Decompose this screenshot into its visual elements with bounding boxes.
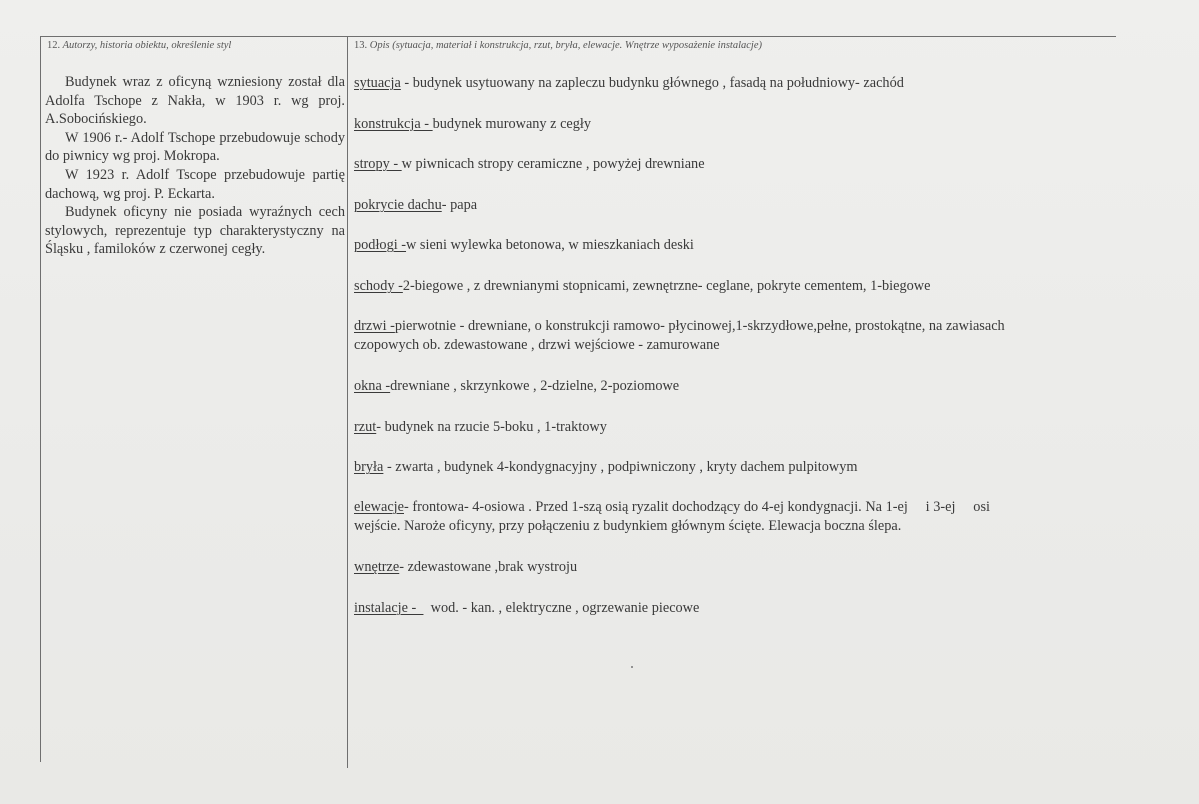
entry-text: wod. - kan. , elektryczne , ogrzewanie piecowe	[423, 600, 700, 616]
entry-sytuacja	[354, 74, 1120, 93]
entry-podlogi	[354, 236, 1120, 255]
entry-instalacje	[354, 599, 1120, 618]
history-text-block	[45, 73, 345, 259]
entry-text-continued: czopowych ob. zdewastowane , drzwi wejściowe - zamurowane	[354, 337, 720, 353]
history-paragraph: Budynek oficyny nie posiada wyraźnych cech stylowych, reprezentuje typ charakterystyczny na Śląsku , familoków z czerwonej cegły.	[45, 204, 345, 258]
entry-label: schody -	[354, 278, 403, 294]
column-divider	[347, 36, 348, 768]
entry-text: - budynek na rzucie 5-boku , 1-traktowy	[376, 419, 607, 435]
entry-label: instalacje -	[354, 600, 424, 616]
entry-text: - frontowa- 4-osiowa . Przed 1-szą osią ryzalit dochodzący do 4-ej kondygnacji. Na 1-ej i 3-ej osi	[404, 499, 990, 515]
entry-label: drzwi -	[354, 318, 395, 334]
entry-schody	[354, 277, 1120, 296]
entry-label: bryła	[354, 459, 384, 475]
entry-drzwi	[354, 317, 1120, 355]
history-paragraph: Budynek wraz z oficyną wzniesiony został dla Adolfa Tschope z Nakła, w 1903 r. wg proj. A.Sobocińskiego.	[45, 74, 345, 128]
history-paragraph: W 1906 r.- Adolf Tschope przebudowuje schody do piwnicy wg proj. Mokropa.	[45, 129, 345, 165]
entry-label: pokrycie dachu	[354, 197, 442, 213]
entry-text: 2-biegowe , z drewnianymi stopnicami, zewnętrzne- ceglane, pokryte cementem, 1-biegowe	[402, 278, 931, 294]
entry-wnetrze	[354, 558, 1120, 577]
entry-bryla	[354, 458, 1120, 477]
entry-stropy	[354, 155, 1120, 174]
entry-pokrycie-dachu	[354, 196, 1120, 215]
right-header-number: 13.	[354, 40, 368, 51]
table-left-border	[40, 36, 41, 762]
entry-rzut	[354, 418, 1120, 437]
entry-text-continued: wejście. Naroże oficyny, przy połączeniu z budynkiem głównym ścięte. Elewacja boczna ślepa.	[354, 518, 902, 534]
entry-label: rzut	[354, 419, 377, 435]
entry-text: - papa	[441, 197, 478, 213]
entry-text: w sieni wylewka betonowa, w mieszkaniach deski	[406, 237, 694, 253]
entry-text: pierwotnie - drewniane, o konstrukcji ramowo- płycinowej,1-skrzydłowe,pełne, prostokątne, na zawiasach	[394, 318, 1005, 334]
entry-text: budynek murowany z cegły	[432, 116, 592, 132]
entry-label: podłogi -	[354, 237, 407, 253]
history-paragraph: W 1923 r. Adolf Tscope przebudowuje partię dachową, wg proj. P. Eckarta.	[45, 166, 345, 202]
entry-text: - zwarta , budynek 4-kondygnacyjny , podpiwniczony , kryty dachem pulpitowym	[383, 459, 858, 475]
right-header-text: Opis (sytuacja, materiał i konstrukcja, rzut, bryła, elewacje. Wnętrze wyposażenie instalacje)	[369, 40, 762, 51]
left-column-header	[47, 40, 231, 51]
entry-label: wnętrze	[354, 559, 400, 575]
entry-label: konstrukcja -	[354, 116, 433, 132]
entry-label: sytuacja	[354, 75, 401, 91]
entry-label: okna -	[354, 378, 391, 394]
entry-elewacje	[354, 498, 1120, 536]
entry-text: drewniane , skrzynkowe , 2-dzielne, 2-poziomowe	[390, 378, 680, 394]
entry-label: elewacje	[354, 499, 404, 515]
scan-speck	[631, 666, 633, 668]
right-column-header	[354, 40, 762, 51]
left-header-number: 12.	[47, 40, 61, 51]
entry-text: - zdewastowane ,brak wystroju	[399, 559, 578, 575]
table-top-border	[40, 36, 1116, 37]
entry-text: w piwnicach stropy ceramiczne , powyżej drewniane	[401, 156, 705, 172]
entry-label: stropy -	[354, 156, 402, 172]
left-header-text: Autorzy, historia obiektu, określenie styl	[62, 40, 232, 51]
entry-konstrukcja	[354, 115, 1120, 134]
entry-okna	[354, 377, 1120, 396]
entry-text: - budynek usytuowany na zapleczu budynku głównego , fasadą na południowy- zachód	[400, 75, 904, 91]
